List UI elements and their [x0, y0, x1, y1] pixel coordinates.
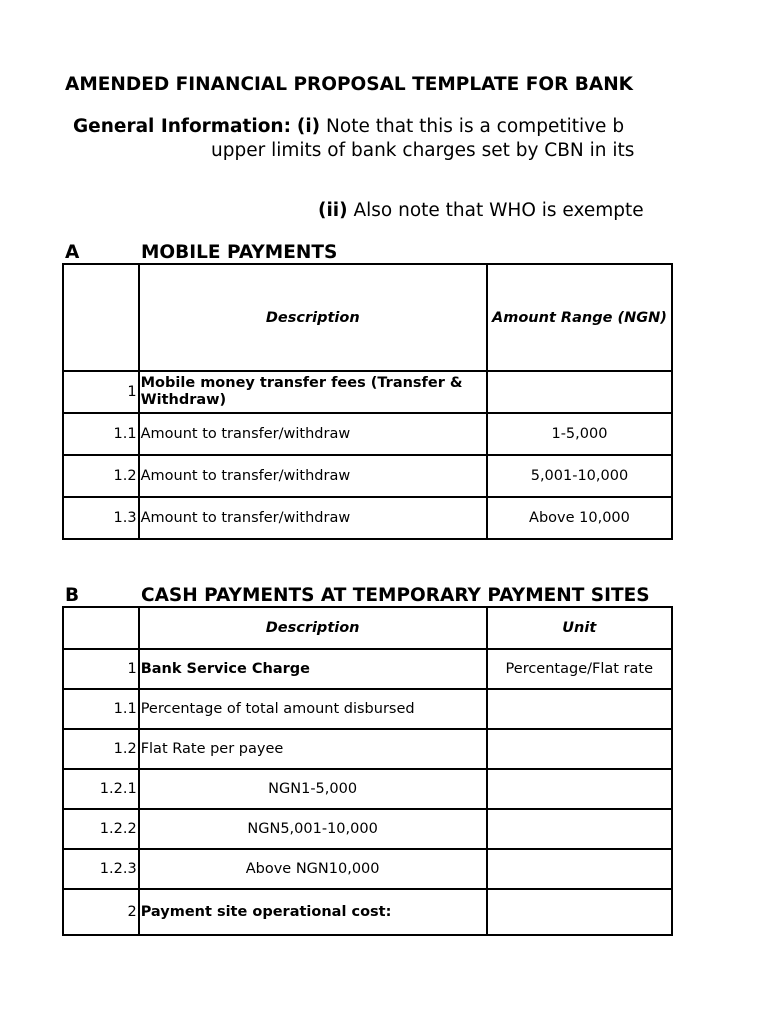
- row-description: Amount to transfer/withdraw: [139, 413, 487, 455]
- section-a-letter: A: [65, 242, 80, 263]
- row-description: Amount to transfer/withdraw: [139, 497, 487, 539]
- header-num-cell: [63, 264, 139, 371]
- row-number: 1.1: [63, 413, 139, 455]
- row-number: 1.2.2: [63, 809, 139, 849]
- section-b-letter: B: [65, 585, 80, 606]
- row-number: 1.2.1: [63, 769, 139, 809]
- row-unit: Percentage/Flat rate: [487, 649, 672, 689]
- row-description: Bank Service Charge: [139, 649, 487, 689]
- item-i-marker: (i): [296, 116, 321, 137]
- row-unit: [487, 689, 672, 729]
- section-b-title: CASH PAYMENTS AT TEMPORARY PAYMENT SITES: [141, 585, 650, 606]
- row-number: 1.2: [63, 729, 139, 769]
- header-description: Description: [139, 607, 487, 649]
- table-row: [63, 413, 672, 455]
- row-description: Flat Rate per payee: [139, 729, 487, 769]
- general-info-line-3: [318, 200, 644, 221]
- table-row: [63, 769, 672, 809]
- row-unit: [487, 849, 672, 889]
- header-amount-range: Amount Range (NGN): [487, 264, 672, 371]
- row-number: 1.3: [63, 497, 139, 539]
- document-title: AMENDED FINANCIAL PROPOSAL TEMPLATE FOR BANK: [65, 74, 634, 95]
- table-row: [63, 809, 672, 849]
- row-unit: [487, 769, 672, 809]
- row-unit: [487, 809, 672, 849]
- header-description: Description: [139, 264, 487, 371]
- row-amount: Above 10,000: [487, 497, 672, 539]
- row-amount: [487, 371, 672, 413]
- row-number: 1.2.3: [63, 849, 139, 889]
- item-ii-marker: (ii): [318, 200, 348, 221]
- header-unit: Unit: [487, 607, 672, 649]
- table-row: [63, 649, 672, 689]
- item-i-text-line-2: upper limits of bank charges set by CBN in its: [211, 140, 635, 161]
- general-info-line-1: [73, 116, 624, 137]
- row-amount: 5,001-10,000: [487, 455, 672, 497]
- row-number: 1.2: [63, 455, 139, 497]
- table-row: [63, 889, 672, 935]
- row-description: Percentage of total amount disbursed: [139, 689, 487, 729]
- mobile-payments-table: [62, 263, 673, 540]
- row-description: NGN5,001-10,000: [139, 809, 487, 849]
- row-description: Above NGN10,000: [139, 849, 487, 889]
- row-description: Payment site operational cost:: [139, 889, 487, 935]
- row-number: 1.1: [63, 689, 139, 729]
- row-unit: [487, 729, 672, 769]
- general-info-label: General Information:: [73, 116, 291, 137]
- row-number: 1: [63, 649, 139, 689]
- header-num-cell: [63, 607, 139, 649]
- row-description: NGN1-5,000: [139, 769, 487, 809]
- table-row: [63, 689, 672, 729]
- item-i-text-line-1: Note that this is a competitive b: [326, 116, 625, 137]
- table-row: [63, 729, 672, 769]
- cash-payments-table: [62, 606, 673, 936]
- section-a-title: MOBILE PAYMENTS: [141, 242, 338, 263]
- table-header-row: [63, 264, 672, 371]
- table-row: [63, 455, 672, 497]
- row-description: Mobile money transfer fees (Transfer & Withdraw): [139, 371, 487, 413]
- row-description: Amount to transfer/withdraw: [139, 455, 487, 497]
- row-unit: [487, 889, 672, 935]
- item-ii-text: Also note that WHO is exempte: [353, 200, 644, 221]
- table-row: [63, 497, 672, 539]
- row-number: 2: [63, 889, 139, 935]
- row-amount: 1-5,000: [487, 413, 672, 455]
- table-header-row: [63, 607, 672, 649]
- row-number: 1: [63, 371, 139, 413]
- table-row: [63, 371, 672, 413]
- table-row: [63, 849, 672, 889]
